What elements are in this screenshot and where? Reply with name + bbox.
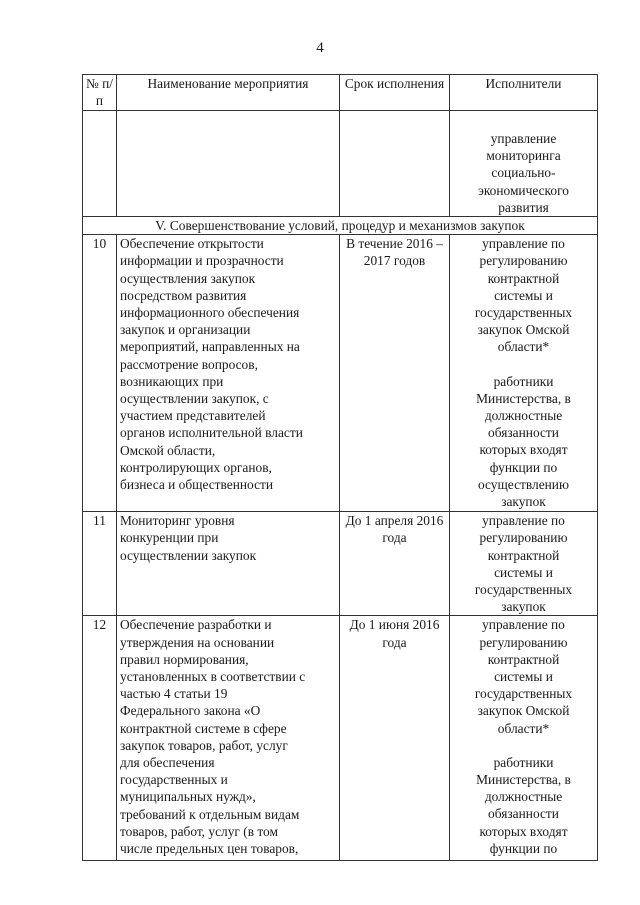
name-line: требований к отдельным видам [120, 806, 300, 822]
exec-line: системы и [494, 287, 553, 303]
exec-line: должностные [484, 789, 563, 805]
name-line: осуществления закупок [120, 270, 256, 286]
exec-line: закупок Омской [477, 322, 570, 338]
exec-line: контрактной [487, 547, 560, 563]
exec-line: функции по [489, 459, 558, 475]
exec-line: экономического [478, 182, 569, 198]
header-exec: Исполнители [450, 75, 598, 111]
name-line: закупок товаров, работ, услуг [120, 737, 288, 753]
continuation-term [340, 111, 450, 217]
exec-line: управление по [482, 513, 565, 529]
name-line: контролирующих органов, [120, 459, 272, 475]
term-line: года [382, 634, 407, 650]
exec-line: закупок [501, 494, 546, 510]
name-line: контрактной системе в сфере [120, 720, 287, 736]
exec-line: управление по [482, 236, 565, 252]
exec-line: работники [493, 373, 554, 389]
name-line: частью 4 статьи 19 [120, 686, 228, 702]
name-line: закупок и организации [120, 322, 251, 338]
exec-line: государственных [474, 686, 573, 702]
name-line: Мониторинг уровня [120, 513, 235, 529]
exec-line: области* [497, 339, 550, 355]
name-line: правил нормирования, [120, 651, 249, 667]
name-line: установленных в соответствии с [120, 669, 306, 685]
name-line: осуществлении закупок, с [120, 391, 269, 407]
name-line: государственных и [120, 772, 228, 788]
name-line: муниципальных нужд», [120, 789, 256, 805]
name-line: для обеспечения [120, 755, 215, 771]
name-line: товаров, работ, услуг (в том [120, 823, 278, 839]
name-line: информационного обеспечения [120, 305, 300, 321]
continuation-row [83, 111, 598, 217]
row-executors [450, 512, 598, 616]
exec-line: обязанности [488, 806, 559, 822]
name-line: Обеспечение разработки и [120, 617, 272, 633]
exec-line: государственных [474, 582, 573, 598]
name-line: Федерального закона «О [120, 703, 261, 719]
name-line: Обеспечение открытости [120, 236, 264, 252]
continuation-exec [450, 111, 598, 217]
name-line: осуществлении закупок [120, 547, 257, 563]
name-line: посредством развития [120, 287, 247, 303]
exec-line: Министерства, в [476, 390, 571, 406]
table-row [83, 512, 598, 616]
exec-line: которых входят [479, 823, 568, 839]
name-line: утверждения на основании [120, 634, 275, 650]
page-number: 4 [316, 40, 324, 56]
continuation-num [83, 111, 117, 217]
term-line: До 1 июня 2016 [349, 617, 440, 633]
row-name [117, 512, 340, 616]
term-line: В течение 2016 – [346, 236, 443, 252]
exec-line: регулированию [479, 253, 568, 269]
events-table [82, 74, 598, 861]
header-term: Срок исполнения [340, 75, 450, 111]
exec-line: осуществлению [478, 476, 569, 492]
exec-line: закупок Омской [477, 703, 570, 719]
exec-line: регулированию [479, 530, 568, 546]
row-name [117, 616, 340, 861]
exec-line: управление [490, 131, 557, 146]
exec-line: системы и [494, 669, 553, 685]
exec-line: социально- [491, 165, 556, 181]
exec-line: области* [497, 720, 550, 736]
name-line: органов исполнительной власти [120, 425, 303, 441]
name-line: бизнеса и общественности [120, 477, 274, 493]
exec-line: обязанности [488, 425, 559, 441]
row-number: 10 [83, 235, 117, 512]
exec-line: Министерства, в [476, 772, 571, 788]
name-line: возникающих при [120, 373, 224, 389]
name-line: информации и прозрачности [120, 253, 284, 269]
row-executors [450, 616, 598, 861]
row-name [117, 235, 340, 512]
table-row [83, 235, 598, 512]
exec-line: регулированию [479, 634, 568, 650]
exec-line: которых входят [479, 442, 568, 458]
exec-line: функции по [489, 840, 558, 856]
exec-line: контрактной [487, 270, 560, 286]
term-line: 2017 годов [363, 253, 426, 269]
row-executors [450, 235, 598, 512]
table-row [83, 616, 598, 861]
row-term [340, 512, 450, 616]
name-line: рассмотрение вопросов, [120, 356, 258, 372]
exec-line: управление по [482, 617, 565, 633]
exec-line: развития [498, 199, 549, 215]
section-row [83, 217, 598, 235]
header-num: № п/п [83, 75, 117, 111]
term-line: До 1 апреля 2016 [345, 513, 444, 529]
row-term [340, 616, 450, 861]
name-line: конкуренции при [120, 530, 219, 546]
name-line: Омской области, [120, 442, 216, 458]
section-title: V. Совершенствование условий, процедур и механизмов закупок [83, 217, 598, 235]
exec-line: государственных [474, 305, 573, 321]
name-line: участием представителей [120, 408, 266, 424]
row-term [340, 235, 450, 512]
row-number: 11 [83, 512, 117, 616]
exec-line: должностные [484, 408, 563, 424]
exec-line: мониторинга [486, 148, 561, 164]
term-line: года [382, 530, 407, 546]
name-line: мероприятий, направленных на [120, 339, 300, 355]
row-number: 12 [83, 616, 117, 861]
table-header-row [83, 75, 598, 111]
header-name: Наименование мероприятия [117, 75, 340, 111]
exec-line: системы и [494, 564, 553, 580]
continuation-name [117, 111, 340, 217]
exec-line: закупок [501, 599, 546, 615]
exec-line: контрактной [487, 651, 560, 667]
name-line: числе предельных цен товаров, [120, 841, 299, 857]
exec-line: работники [493, 754, 554, 770]
